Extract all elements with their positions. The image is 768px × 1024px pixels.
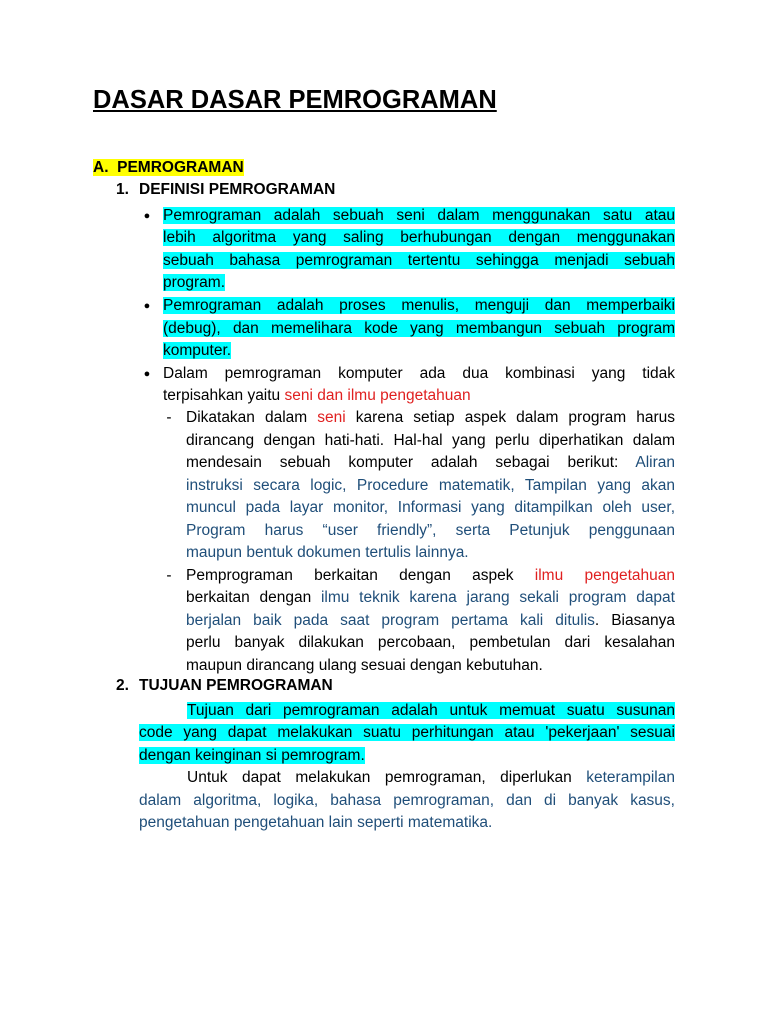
tujuan-p1-line: dengan keinginan si pemrogram. — [139, 747, 365, 764]
bullet1-line: lebih algoritma yang saling berhubungan dengan menggunakan — [163, 229, 675, 246]
dash2-line: maupun dirancang ulang sesuai dengan kebutuhan. — [186, 657, 543, 674]
bullet2-line: Pemrograman adalah proses menulis, menguji dan memperbaiki — [163, 297, 675, 314]
tujuan-p2-line: pengetahuan pengetahuan lain seperti matematika. — [139, 814, 493, 831]
bullet2-line: (debug), dan memelihara kode yang membangun sebuah program — [163, 320, 675, 337]
dash1-line: maupun bentuk dokumen tertulis lainnya. — [186, 544, 469, 561]
bullet1-line: program. — [163, 274, 226, 291]
dash-marker: - — [166, 409, 172, 426]
tujuan-p2-line: dalam algoritma, logika, bahasa pemrograman, dan di banyak kasus, — [139, 792, 675, 809]
dash2-line: Pemprograman berkaitan dengan aspek ilmu pengetahuan — [186, 567, 675, 584]
dash1-line: instruksi secara logic, Procedure matematik, Tampilan yang akan — [186, 477, 675, 494]
bullet3-line: terpisahkan yaitu seni dan ilmu pengetahuan — [163, 387, 471, 404]
subheading-label: DEFINISI PEMROGRAMAN — [139, 181, 336, 198]
dash2-line: perlu banyak dilakukan percobaan, pembetulan dari kesalahan — [186, 634, 675, 651]
subheading-tujuan — [116, 677, 333, 695]
page-title: DASAR DASAR PEMROGRAMAN — [93, 86, 497, 114]
dash1-line: dirancang dengan hati-hati. Hal-hal yang perlu diperhatikan dalam — [186, 432, 675, 449]
dash1-line: mendesain sebuah komputer adalah sebagai berikut: Aliran — [186, 454, 675, 471]
tujuan-p1-line: code yang dapat melakukan suatu perhitungan atau 'pekerjaan' sesuai — [139, 724, 675, 741]
bullet3-line: Dalam pemrograman komputer ada dua kombinasi yang tidak — [163, 365, 675, 382]
bullet1-line: Pemrograman adalah sebuah seni dalam menggunakan satu atau — [163, 207, 675, 224]
dash2-line: berjalan baik pada saat program pertama kali ditulis. Biasanya — [186, 612, 675, 629]
dash2-line: berkaitan dengan ilmu teknik karena jarang sekali program dapat — [186, 589, 675, 606]
tujuan-p2-line: Untuk dapat melakukan pemrograman, diperlukan keterampilan — [187, 769, 675, 786]
section-a-marker: A. — [93, 159, 109, 176]
subheading-label: TUJUAN PEMROGRAMAN — [139, 677, 333, 694]
section-heading-a — [93, 159, 244, 177]
section-a-highlight — [93, 159, 244, 176]
bullet-icon: ● — [143, 300, 151, 312]
dash1-line: Dikatakan dalam seni karena setiap aspek dalam program harus — [186, 409, 675, 426]
dash-marker: - — [166, 567, 172, 584]
section-a-label: PEMROGRAMAN — [117, 159, 244, 176]
subheading-number: 2. — [116, 677, 129, 694]
bullet-icon: ● — [143, 368, 151, 380]
bullet1-line: sebuah bahasa pemrograman tertentu sehingga menjadi sebuah — [163, 252, 675, 269]
bullet2-line: komputer. — [163, 342, 232, 359]
subheading-definisi — [116, 181, 335, 199]
dash1-line: muncul pada layar monitor, Informasi yang ditampilkan oleh user, — [186, 499, 675, 516]
tujuan-p1-line: Tujuan dari pemrograman adalah untuk memuat suatu susunan — [187, 702, 675, 719]
subheading-number: 1. — [116, 181, 129, 198]
dash1-line: Program harus “user friendly”, serta Petunjuk penggunaan — [186, 522, 675, 539]
bullet-icon: ● — [143, 210, 151, 222]
